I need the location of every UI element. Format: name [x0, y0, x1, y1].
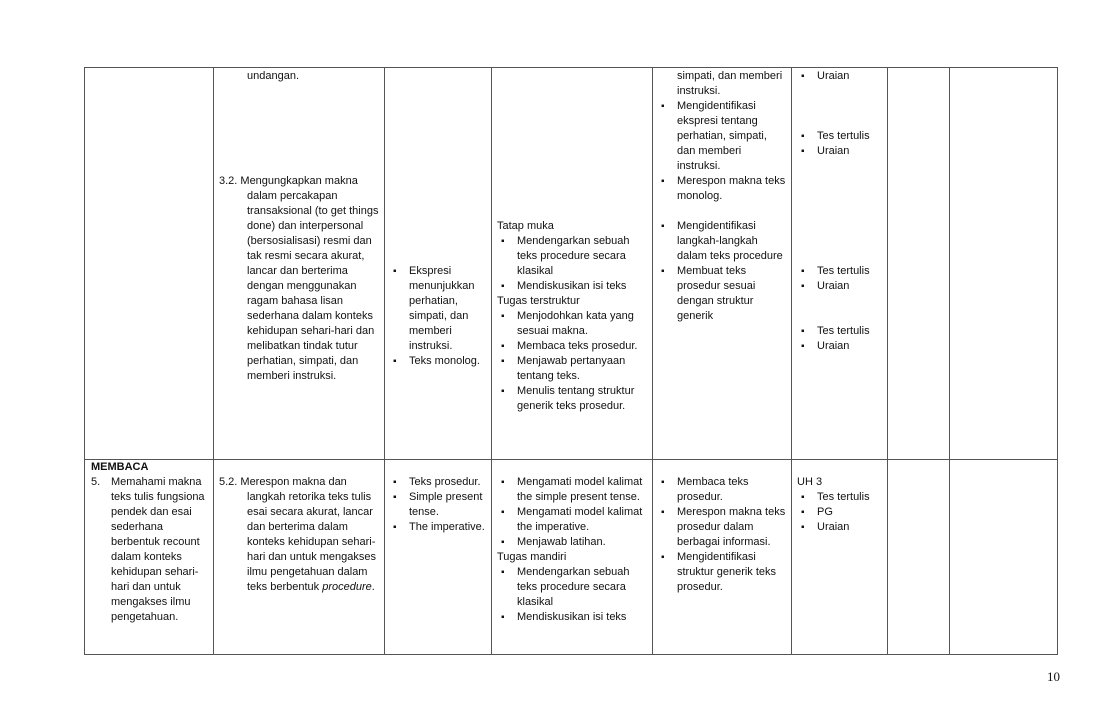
competency-line: sederhana dalam konteks — [247, 310, 373, 322]
activity-line: klasikal — [517, 596, 554, 608]
indicator-line: langkah-langkah — [677, 235, 758, 247]
indicator-line: ekspresi tentang — [677, 115, 758, 127]
indicator-line: ▪ Merespon makna teks — [677, 175, 786, 187]
indicator-line: ▪ Mengidentifikasi — [677, 551, 756, 563]
standard-number: 5. — [91, 476, 101, 488]
assessment-cell — [797, 69, 849, 84]
activity-line: klasikal — [517, 265, 554, 277]
activity-line: ▪ Menulis tentang struktur — [517, 385, 635, 397]
indicator-line: instruksi. — [677, 160, 721, 172]
indicator-line: prosedur sesuai — [677, 280, 756, 292]
indicator-line: ▪ Merespon makna teks — [677, 506, 786, 518]
standard-line: dalam konteks — [111, 551, 182, 563]
indicator-line: dalam teks procedure — [677, 250, 783, 262]
indicator-line: prosedur dalam — [677, 521, 754, 533]
activity-item — [497, 565, 642, 610]
material-item — [389, 264, 480, 354]
activity-item — [497, 505, 642, 535]
standard-line: pengetahuan. — [111, 611, 179, 623]
competency-number-line: 5.2. Merespon makna dan — [219, 476, 347, 488]
activity-line: teks procedure secara — [517, 250, 626, 262]
indicator-line: ▪ Membuat teks — [677, 265, 747, 277]
standard-line: teks tulis fungsiona — [111, 491, 205, 503]
indicator-line: simpati, dan memberi — [677, 70, 783, 82]
standard-item — [91, 475, 205, 625]
indicator-item — [657, 475, 785, 505]
spacer — [657, 204, 785, 219]
competency-cell — [219, 475, 376, 595]
activity-line: teks procedure secara — [517, 581, 626, 593]
indicator-line: monolog. — [677, 190, 723, 202]
competency-text: undangan. — [247, 70, 299, 82]
activity-line: ▪ Menjawab pertanyaan — [517, 355, 626, 367]
activity-heading: Tatap muka — [497, 220, 554, 232]
column-divider — [791, 68, 792, 654]
assessment-item: ▪ Uraian — [797, 339, 870, 354]
indicator-line: generik — [677, 310, 714, 322]
material-item: ▪ Teks monolog. — [389, 354, 480, 369]
competency-line: hari dan untuk mengakses — [247, 551, 377, 563]
column-divider — [949, 68, 950, 654]
standard-line: pendek dan esai — [111, 506, 192, 518]
activity-item — [497, 384, 637, 414]
assessment-item: ▪ Uraian — [797, 520, 870, 535]
indicator-item — [657, 69, 785, 99]
indicator-line: instruksi. — [677, 85, 721, 97]
material-line: ▪ Simple present — [409, 491, 483, 503]
material-line: instruksi. — [409, 340, 453, 352]
competency-italic-term: procedure — [322, 581, 372, 593]
activity-line: the imperative. — [517, 521, 590, 533]
activity-line: ▪ Mendengarkan sebuah — [517, 566, 630, 578]
column-divider — [887, 68, 888, 654]
material-line: menunjukkan — [409, 280, 475, 292]
indicator-line: dan memberi — [677, 145, 742, 157]
assessment-item: ▪ Tes tertulis — [797, 264, 870, 279]
indicator-line: perhatian, simpati, — [677, 130, 767, 142]
material-line: memberi — [409, 325, 452, 337]
material-line: simpati, dan — [409, 310, 469, 322]
competency-line: ilmu pengetahuan dalam — [247, 566, 368, 578]
competency-line: langkah retorika teks tulis — [247, 491, 372, 503]
indicator-item — [657, 505, 785, 550]
indicator-item — [657, 174, 785, 204]
activity-item — [497, 234, 637, 279]
activity-heading: Tugas terstruktur — [497, 295, 580, 307]
activity-cell — [497, 219, 637, 414]
indicator-item — [657, 264, 785, 324]
competency-cell — [219, 174, 378, 384]
competency-line: memberi instruksi. — [247, 370, 337, 382]
activity-line: tentang teks. — [517, 370, 580, 382]
material-line: perhatian, — [409, 295, 458, 307]
competency-line: esai secara akurat, lancar — [247, 506, 373, 518]
competency-cell — [219, 69, 299, 84]
competency-line: (bersosialisasi) resmi dan — [247, 235, 372, 247]
material-line: tense. — [409, 506, 439, 518]
assessment-item: ▪ Uraian — [797, 279, 870, 294]
skill-heading: MEMBACA — [91, 461, 149, 473]
activity-line: ▪ Mengamati model kalimat — [517, 476, 643, 488]
competency-line: ragam bahasa lisan — [247, 295, 344, 307]
competency-text: teks berbentuk — [247, 581, 323, 593]
assessment-cell — [797, 324, 870, 354]
syllabus-table — [84, 67, 1058, 655]
material-item: ▪ The imperative. — [389, 520, 485, 535]
activity-item — [497, 475, 642, 505]
standard-line: sederhana — [111, 521, 163, 533]
indicator-line: berbagai informasi. — [677, 536, 771, 548]
competency-line: melibatkan tindak tutur — [247, 340, 358, 352]
competency-line: tak resmi secara akurat, — [247, 250, 365, 262]
activity-line: ▪ Menjodohkan kata yang — [517, 310, 634, 322]
assessment-cell — [797, 129, 870, 159]
indicator-item — [657, 99, 785, 174]
activity-item — [497, 309, 637, 339]
activity-line: ▪ Mendengarkan sebuah — [517, 235, 630, 247]
material-item: ▪ Teks prosedur. — [389, 475, 485, 490]
activity-heading: Tugas mandiri — [497, 551, 567, 563]
activity-line: generik teks prosedur. — [517, 400, 626, 412]
column-divider — [384, 68, 385, 654]
indicator-line: dengan struktur — [677, 295, 754, 307]
assessment-cell — [797, 475, 870, 535]
competency-line: lancar dan berterima — [247, 265, 348, 277]
assessment-item: ▪ Uraian — [797, 69, 849, 84]
indicator-line: struktur generik teks — [677, 566, 777, 578]
standard-cell — [91, 460, 205, 625]
competency-text: . — [371, 581, 375, 593]
assessment-item: ▪ Tes tertulis — [797, 129, 870, 144]
indicator-line: ▪ Membaca teks — [677, 476, 749, 488]
indicator-line: ▪ Mengidentifikasi — [677, 100, 756, 112]
activity-item: ▪ Mendiskusikan isi teks — [497, 279, 637, 294]
competency-line: perhatian, simpati, dan — [247, 355, 359, 367]
indicator-cell — [657, 69, 785, 324]
activity-line: the simple present tense. — [517, 491, 640, 503]
competency-line: transaksional (to get things — [247, 205, 379, 217]
standard-line: kehidupan sehari- — [111, 566, 199, 578]
competency-line — [219, 580, 376, 595]
activity-cell — [497, 475, 642, 625]
competency-line: dan berterima dalam — [247, 521, 348, 533]
material-cell — [389, 475, 485, 535]
column-divider — [213, 68, 214, 654]
assessment-heading: UH 3 — [797, 476, 823, 488]
indicator-cell — [657, 475, 785, 595]
standard-line: mengakses ilmu — [111, 596, 191, 608]
activity-item: ▪ Membaca teks prosedur. — [497, 339, 637, 354]
column-divider — [652, 68, 653, 654]
activity-item: ▪ Menjawab latihan. — [497, 535, 642, 550]
indicator-line: ▪ Mengidentifikasi — [677, 220, 756, 232]
assessment-cell — [797, 264, 870, 294]
assessment-item: ▪ Tes tertulis — [797, 324, 870, 339]
competency-line: dalam percakapan — [247, 190, 338, 202]
material-line: ▪ Ekspresi — [409, 265, 452, 277]
page-number: 10 — [1047, 669, 1060, 684]
activity-line: ▪ Mengamati model kalimat — [517, 506, 643, 518]
standard-line: berbentuk recount — [111, 536, 200, 548]
competency-line: konteks kehidupan sehari- — [247, 536, 376, 548]
activity-item: ▪ Mendiskusikan isi teks — [497, 610, 642, 625]
standard-line: Memahami makna — [111, 476, 202, 488]
standard-line: hari dan untuk — [111, 581, 181, 593]
row-divider — [85, 459, 1057, 460]
indicator-item — [657, 219, 785, 264]
indicator-line: prosedur. — [677, 581, 723, 593]
competency-line: kehidupan sehari-hari dan — [247, 325, 375, 337]
column-divider — [491, 68, 492, 654]
indicator-line: prosedur. — [677, 491, 723, 503]
assessment-item: ▪ Uraian — [797, 144, 870, 159]
competency-line: dengan menggunakan — [247, 280, 357, 292]
competency-number-line: 3.2. Mengungkapkan makna — [219, 175, 358, 187]
material-cell — [389, 264, 480, 369]
activity-item — [497, 354, 637, 384]
activity-line: sesuai makna. — [517, 325, 588, 337]
material-item — [389, 490, 485, 520]
assessment-item: ▪ Tes tertulis — [797, 490, 870, 505]
indicator-item — [657, 550, 785, 595]
assessment-item: ▪ PG — [797, 505, 870, 520]
competency-line: done) dan interpersonal — [247, 220, 364, 232]
